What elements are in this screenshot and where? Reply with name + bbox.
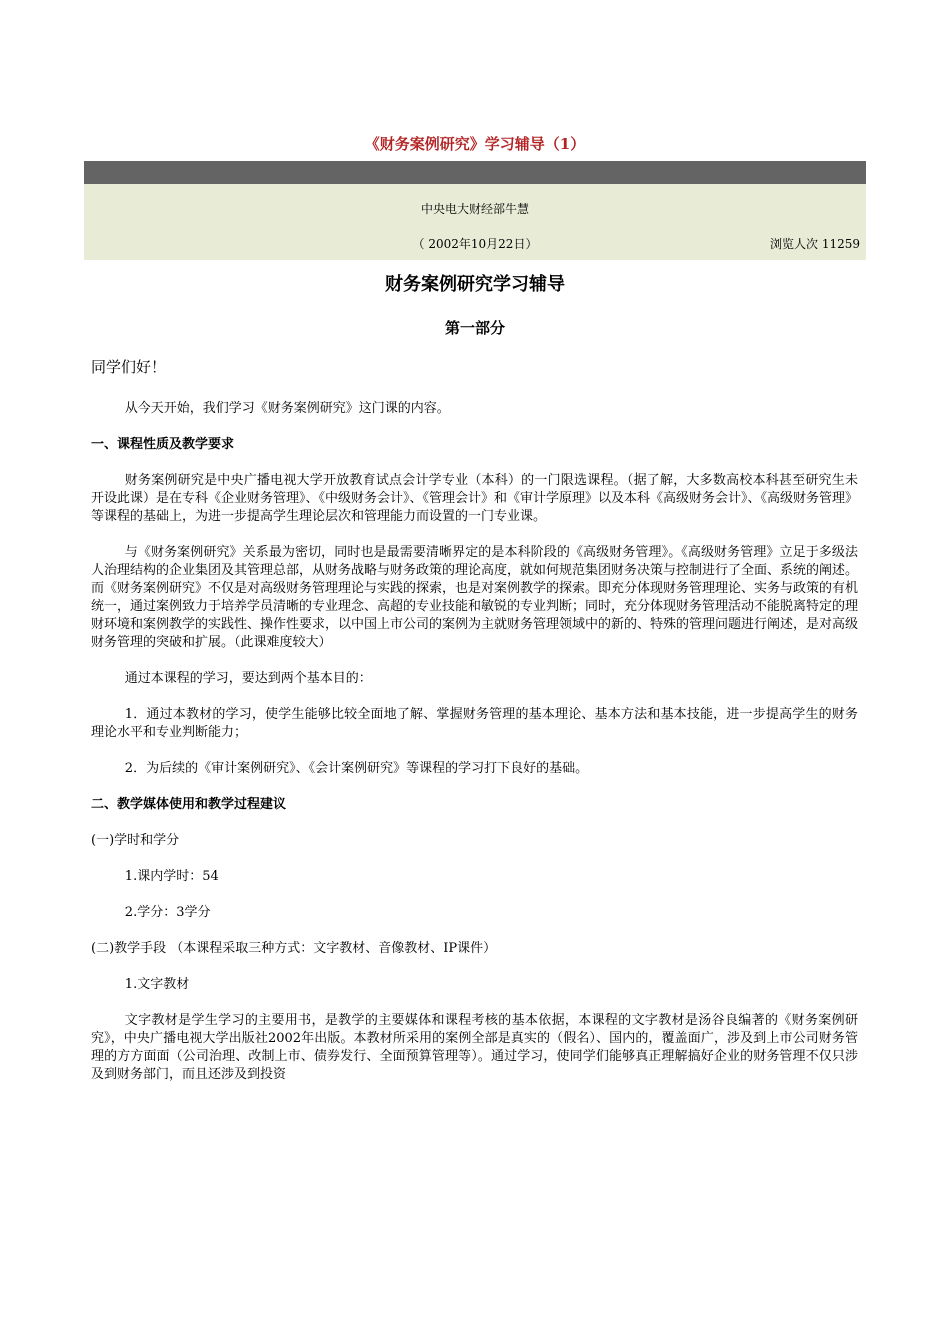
publish-date: （ 2002年10月22日） <box>412 237 538 251</box>
document-title: 《财务案例研究》学习辅导（1） <box>364 135 586 153</box>
goal-item-2: 2．为后续的《审计案例研究》、《会计案例研究》等课程的学习打下良好的基础。 <box>124 761 589 776</box>
section-heading-2: 二、教学媒体使用和教学过程建议 <box>91 797 287 812</box>
author-line: 中央电大财经部牛慧 <box>420 202 529 216</box>
header-bar <box>84 161 866 184</box>
part-title: 第一部分 <box>444 319 505 337</box>
paragraph-course-nature: 财务案例研究是中央广播电视大学开放教育试点会计学专业（本科）的一门限选课程。（据了解，大多数高校本科甚至研究生未开设此课）是在专科《企业财务管理》、《中级财务会计》、《管理会计》和《审计学原理》以及本科《高级财务会计》、《高级财务管理》等课程的基础上，为进一步提高学生理论层次和管理能力而设置的一门专业课。 <box>91 473 859 524</box>
section-heading-1: 一、课程性质及教学要求 <box>91 437 235 452</box>
credits-item: 2.学分：3学分 <box>124 905 211 920</box>
subheading-teaching-means: (二)教学手段 （本课程采取三种方式：文字教材、音像教材、IP课件） <box>91 941 497 956</box>
hours-item: 1.课内学时：54 <box>124 869 219 884</box>
article-title: 财务案例研究学习辅导 <box>385 274 565 295</box>
paragraph-text-materials: 文字教材是学生学习的主要用书，是教学的主要媒体和课程考核的基本依据，本课程的文字教材是汤谷良编著的《财务案例研究》，中央广播电视大学出版社2002年出版。本教材所采用的案例全部是真实的（假名）、国内的，覆盖面广，涉及到上市公司财务管理的方方面面（公司治理、改制上市、债券发行、全面预算管理等）。通过学习，使同学们能够真正理解搞好企业的财务管理不仅只涉及到财务部门，而且还涉及到投资 <box>91 1013 858 1082</box>
info-box <box>84 184 866 260</box>
text-materials-item: 1.文字教材 <box>124 977 190 992</box>
intro-paragraph: 从今天开始，我们学习《财务案例研究》这门课的内容。 <box>124 401 450 416</box>
greeting: 同学们好！ <box>91 358 167 376</box>
paragraph-relation: 与《财务案例研究》关系最为密切，同时也是最需要清晰界定的是本科阶段的《高级财务管理》。《高级财务管理》立足于多级法人治理结构的企业集团及其管理总部，从财务战略与财务政策的理论高度，就如何规范集团财务决策与控制进行了全面、系统的阐述。而《财务案例研究》不仅是对高级财务管理理论与实践的探索，也是对案例教学的探索。即充分体现财务管理理论、实务与政策的有机统一，通过案例致力于培养学员清晰的专业理念、高超的专业技能和敏锐的专业判断；同时，充分体现财务管理活动不能脱离特定的理财环境和案例教学的实践性、操作性要求，以中国上市公司的案例为主就财务管理领域中的新的、特殊的管理问题进行阐述，是对高级财务管理的突破和扩展。（此课难度较大） <box>91 545 859 650</box>
view-count: 浏览人次 11259 <box>770 237 860 251</box>
goal-item-1: 1．通过本教材的学习，使学生能够比较全面地了解、掌握财务管理的基本理论、基本方法和基本技能，进一步提高学生的财务理论水平和专业判断能力； <box>91 707 858 740</box>
paragraph-goals-intro: 通过本课程的学习，要达到两个基本目的： <box>124 671 372 686</box>
article-body <box>91 356 858 1102</box>
subheading-hours-credits: (一)学时和学分 <box>91 833 180 848</box>
